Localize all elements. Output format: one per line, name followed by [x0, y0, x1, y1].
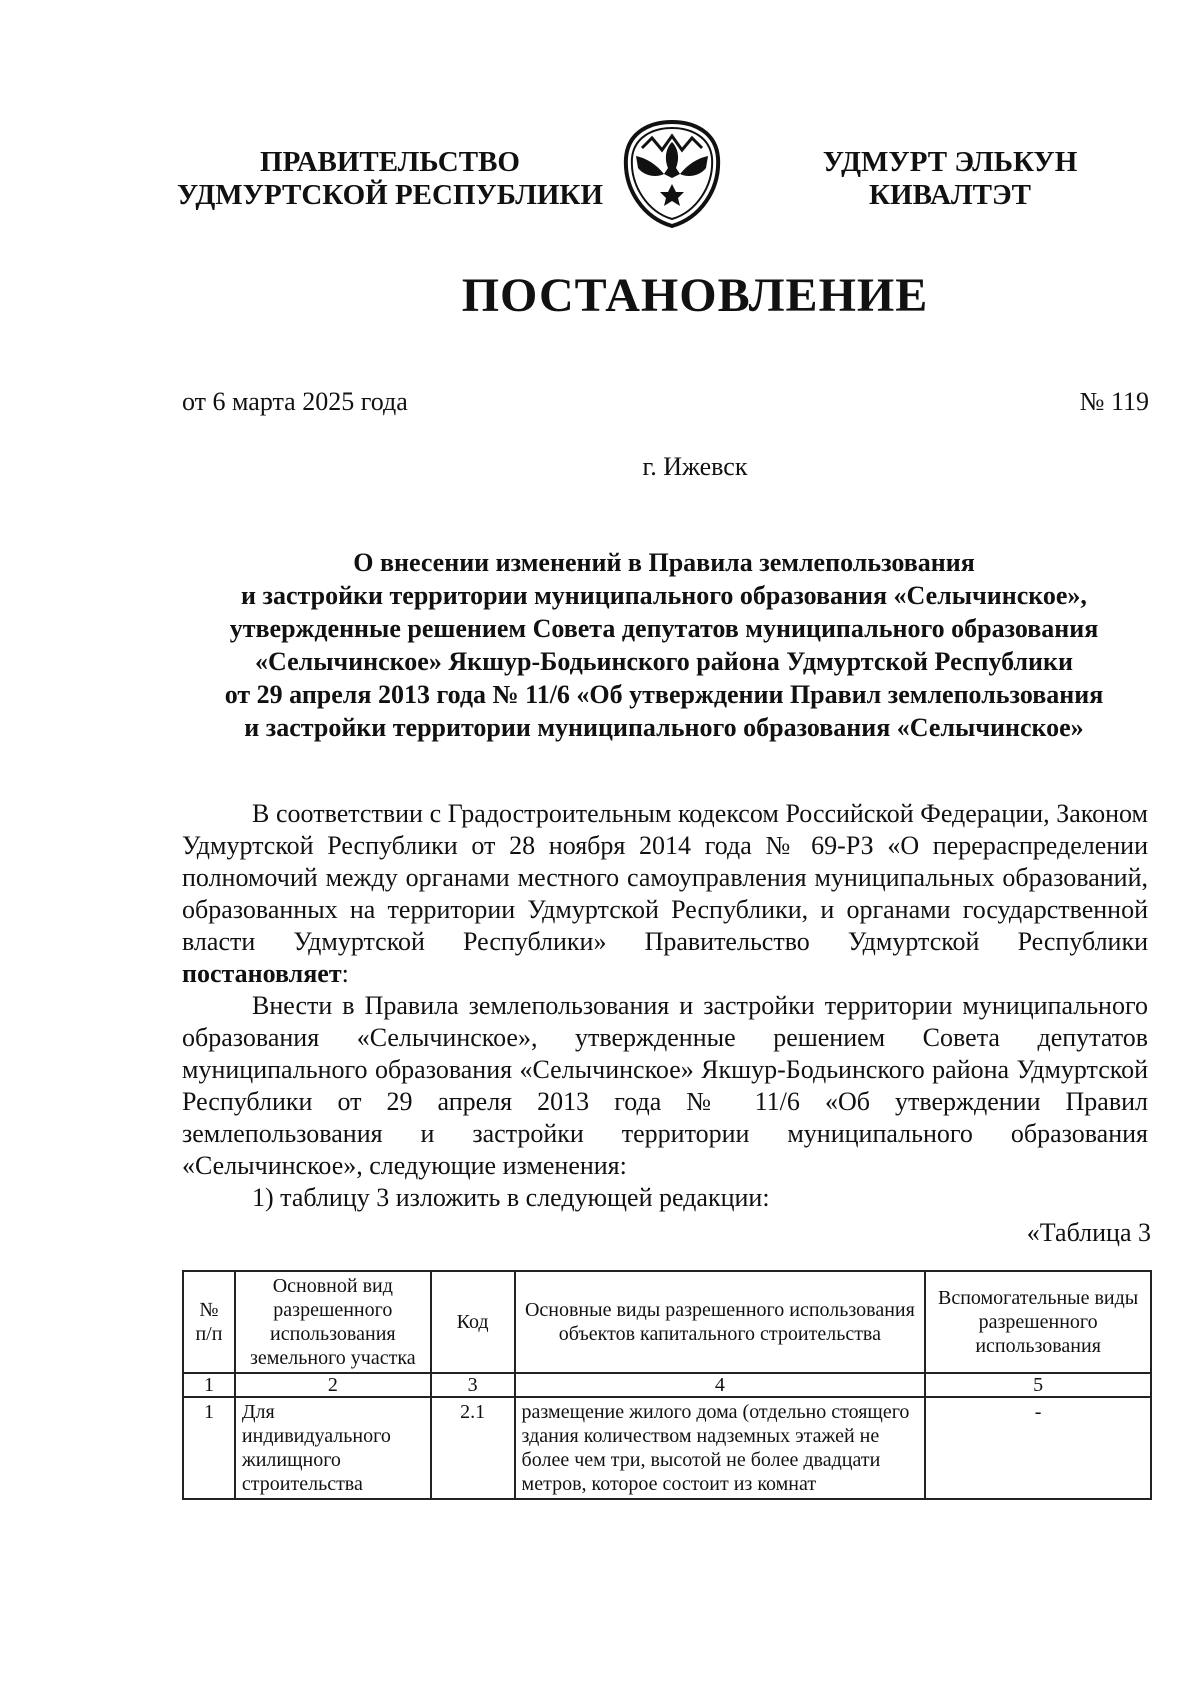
- table-row: [183, 1397, 1151, 1499]
- column-number: 2: [235, 1373, 431, 1397]
- document-body: [182, 798, 1148, 1214]
- regulation-table: [182, 1270, 1152, 1500]
- document-type: ПОСТАНОВЛЕНИЕ: [461, 269, 929, 322]
- document-title: [170, 546, 1158, 744]
- header-right-line2: КИВАЛТЭТ: [868, 179, 1031, 211]
- column-number: 4: [515, 1373, 926, 1397]
- header-cell-land-use: Основной вид разрешенного использования земельного участка: [235, 1271, 431, 1373]
- document-city: г. Ижевск: [642, 452, 748, 481]
- title-line: утвержденные решением Совета депутатов муниципального образования: [229, 614, 1099, 643]
- document-date: от 6 марта 2025 года: [182, 387, 408, 416]
- table-caption: «Таблица 3: [1026, 1218, 1151, 1247]
- title-line: от 29 апреля 2013 года № 11/6 «Об утверждении Правил землепользования: [224, 680, 1104, 709]
- header-right-block: [800, 146, 1100, 212]
- table-header-row: [183, 1271, 1151, 1373]
- udmurt-coat-of-arms-icon: [622, 118, 722, 230]
- column-number: 3: [431, 1373, 515, 1397]
- cell-land-use: Для индивидуального жилищного строительства: [235, 1397, 431, 1499]
- preamble-text: В соответствии с Градостроительным кодексом Российской Федерации, Законом Удмуртской Республики от 28 ноября 2014 года № 69-РЗ «О перераспределении полномочий между органами местного самоуправления муниципальных образований, образованных на территории Удмуртской Республики, и органами государственной власти Удмуртской Республики» Правительство Удмуртской Республики: [182, 799, 1148, 956]
- header-right-line1: УДМУРТ ЭЛЬКУН: [822, 146, 1078, 178]
- header-left-line1: ПРАВИТЕЛЬСТВО: [260, 146, 520, 178]
- title-line: и застройки территории муниципального образования «Селычинское»,: [241, 581, 1087, 610]
- header-left-block: [170, 146, 610, 212]
- title-line: О внесении изменений в Правила землепользования: [353, 548, 975, 577]
- cell-aux-use: -: [925, 1397, 1151, 1499]
- preamble-end: :: [341, 959, 349, 988]
- title-line: «Селычинское» Якшур-Бодьинского района Удмуртской Республики: [254, 647, 1073, 676]
- paragraph-preamble: [182, 798, 1148, 990]
- header-cell-main-use: Основные виды разрешенного использования объектов капитального строительства: [515, 1271, 926, 1373]
- column-number: 1: [183, 1373, 235, 1397]
- document-number: № 119: [1079, 387, 1149, 416]
- header-cell-aux-use: Вспомогательные виды разрешенного использования: [925, 1271, 1151, 1373]
- emblem-svg: [622, 118, 722, 230]
- paragraph-decision: Внести в Правила землепользования и застройки территории муниципального образования «Селычинское», утвержденные решением Совета депутатов муниципального образования «Селычинское» Якшур-Бодьинского района Удмуртской Республики от 29 апреля 2013 года № 11/6 «Об утверждении Правил землепользования и застройки территории муниципального образования «Селычинское», следующие изменения:: [182, 991, 1148, 1180]
- cell-main-use: размещение жилого дома (отдельно стоящего здания количеством надземных этажей не более чем три, высотой не более двадцати метров, которое состоит из комнат: [515, 1397, 926, 1499]
- header-cell-number: № п/п: [183, 1271, 235, 1373]
- paragraph-item-1: 1) таблицу 3 изложить в следующей редакции:: [252, 1183, 770, 1212]
- cell-code: 2.1: [431, 1397, 515, 1499]
- preamble-bold: постановляет: [182, 959, 342, 988]
- title-line: и застройки территории муниципального образования «Селычинское»: [244, 713, 1084, 742]
- column-number: 5: [925, 1373, 1151, 1397]
- header-left-line2: УДМУРТСКОЙ РЕСПУБЛИКИ: [176, 179, 604, 211]
- table-column-numbers-row: [183, 1373, 1151, 1397]
- cell-number: 1: [183, 1397, 235, 1499]
- header-cell-code: Код: [431, 1271, 515, 1373]
